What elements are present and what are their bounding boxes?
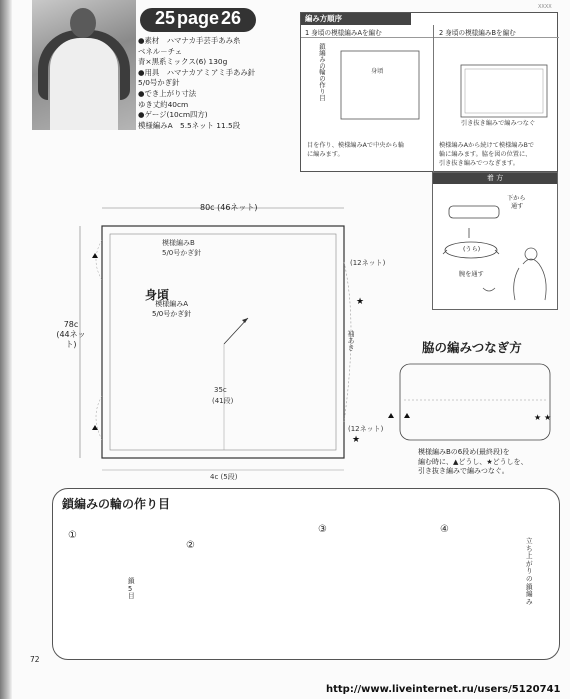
center-dim-value: 35c <box>214 386 227 394</box>
procedure-note2-line: 模様編みAから続けて模様編みBで <box>439 142 535 149</box>
materials-line: 青×黒系ミックス(6) 130g <box>138 57 228 67</box>
arm-opening-label: 袖あき <box>347 330 355 351</box>
materials-line: ●でき上がり寸法 <box>138 88 197 98</box>
procedure-note1-line: 目を作り、模様編みAで中央から輪 <box>307 142 405 149</box>
materials-line: ゆき丈約40cm <box>138 99 189 109</box>
bottom-dim-label: 4c (5段) <box>210 473 238 481</box>
body-height-label <box>56 320 86 350</box>
chain-step1-note: 鎖5目 <box>128 577 135 601</box>
side-top-count: (12ネット) <box>350 259 386 267</box>
side-join-note-line: 引き抜き編みで編みつなぐ。 <box>418 467 509 475</box>
svg-text:★: ★ <box>352 435 361 445</box>
materials-line: ●ゲージ(10cm四方) <box>138 110 208 120</box>
side-join-title: 脇の編みつなぎ方 <box>422 340 522 355</box>
body-height-value: 78c <box>63 320 79 329</box>
procedure-note2-line: 輪に編みます。脇を図の位置に、 <box>439 151 532 158</box>
chain-ring-title: 鎖編みの輪の作り目 <box>62 497 171 511</box>
chain-step-4: ④ <box>440 524 449 535</box>
chain-step4-note: 立ち上がりの鎖編み <box>526 537 533 606</box>
chain-ring-box <box>52 488 560 660</box>
source-footer: http://www.liveinternet.ru/users/5120741 <box>326 684 561 695</box>
side-join-note <box>418 448 558 477</box>
procedure-step1-title: 1 身頃の模様編みAを編む <box>305 29 382 37</box>
pattern-a-needle: 5/0号かぎ針 <box>152 309 192 318</box>
svg-text:★: ★ <box>544 413 552 422</box>
pattern-a-info <box>152 300 191 319</box>
pattern-b-needle: 5/0号かぎ針 <box>162 249 202 257</box>
procedure-vertical-label: 鎖編みの輪の作り目 <box>318 43 326 101</box>
materials-line: ●用具 ハマナカアミアミ手あみ針 <box>138 67 256 77</box>
procedure-title: 編み方順序 <box>301 13 411 25</box>
procedure-inner-label: 身頃 <box>371 68 384 75</box>
svg-text:★: ★ <box>356 297 365 307</box>
procedure-step2-title: 2 身頃の模様編みBを編む <box>439 29 516 37</box>
chain-step-2: ② <box>186 540 195 551</box>
pattern-a-label: 模様編みA <box>155 300 189 308</box>
side-bottom-count: (12ネット) <box>348 425 384 433</box>
materials-line: ベネル－チェ <box>138 46 183 56</box>
pattern-b-label: 模様編みB <box>162 239 195 247</box>
materials-line: 模様編みA 5.5ネット 11.5段 <box>138 120 241 130</box>
page-badge-number: 26 <box>221 8 242 28</box>
materials-line: 5/0号かぎ針 <box>138 78 180 88</box>
side-join-note-line: 編む時に、▲どうし、★どうしを、 <box>418 457 528 466</box>
wear-label-through: 腕を通す <box>459 271 484 278</box>
body-height-sub: (44ネット) <box>56 330 86 349</box>
page-badge-word: page <box>176 8 219 28</box>
materials-line: ●素材 ハマナカ手芸手あみ糸 <box>138 36 241 45</box>
side-join-note-line: 模様編みBの6段め(最終段)を <box>418 448 510 456</box>
procedure-col2-inner: 引き抜き編みで編みつなぐ <box>461 120 536 127</box>
page-badge-prefix: 25 <box>154 8 175 28</box>
chain-step-3: ③ <box>318 524 327 535</box>
wear-title: 着 方 <box>433 173 557 184</box>
center-dim-rows: (41段) <box>212 397 234 405</box>
body-width-label: 80c (46ネット) <box>200 203 258 212</box>
svg-text:★: ★ <box>534 413 542 422</box>
wear-label-pass: 通す <box>511 203 524 210</box>
body-label: 身頃 <box>145 288 170 302</box>
chain-step-1: ① <box>68 530 77 541</box>
wear-label-down: 下から <box>507 195 526 202</box>
page-number: 72 <box>30 655 40 664</box>
corner-mark: XXXX <box>538 4 552 10</box>
procedure-note2-line: 引き抜き編みでつなぎます。 <box>439 160 519 167</box>
wear-label-back: (うら) <box>463 246 481 253</box>
procedure-note1-line: に編みます。 <box>307 151 344 158</box>
